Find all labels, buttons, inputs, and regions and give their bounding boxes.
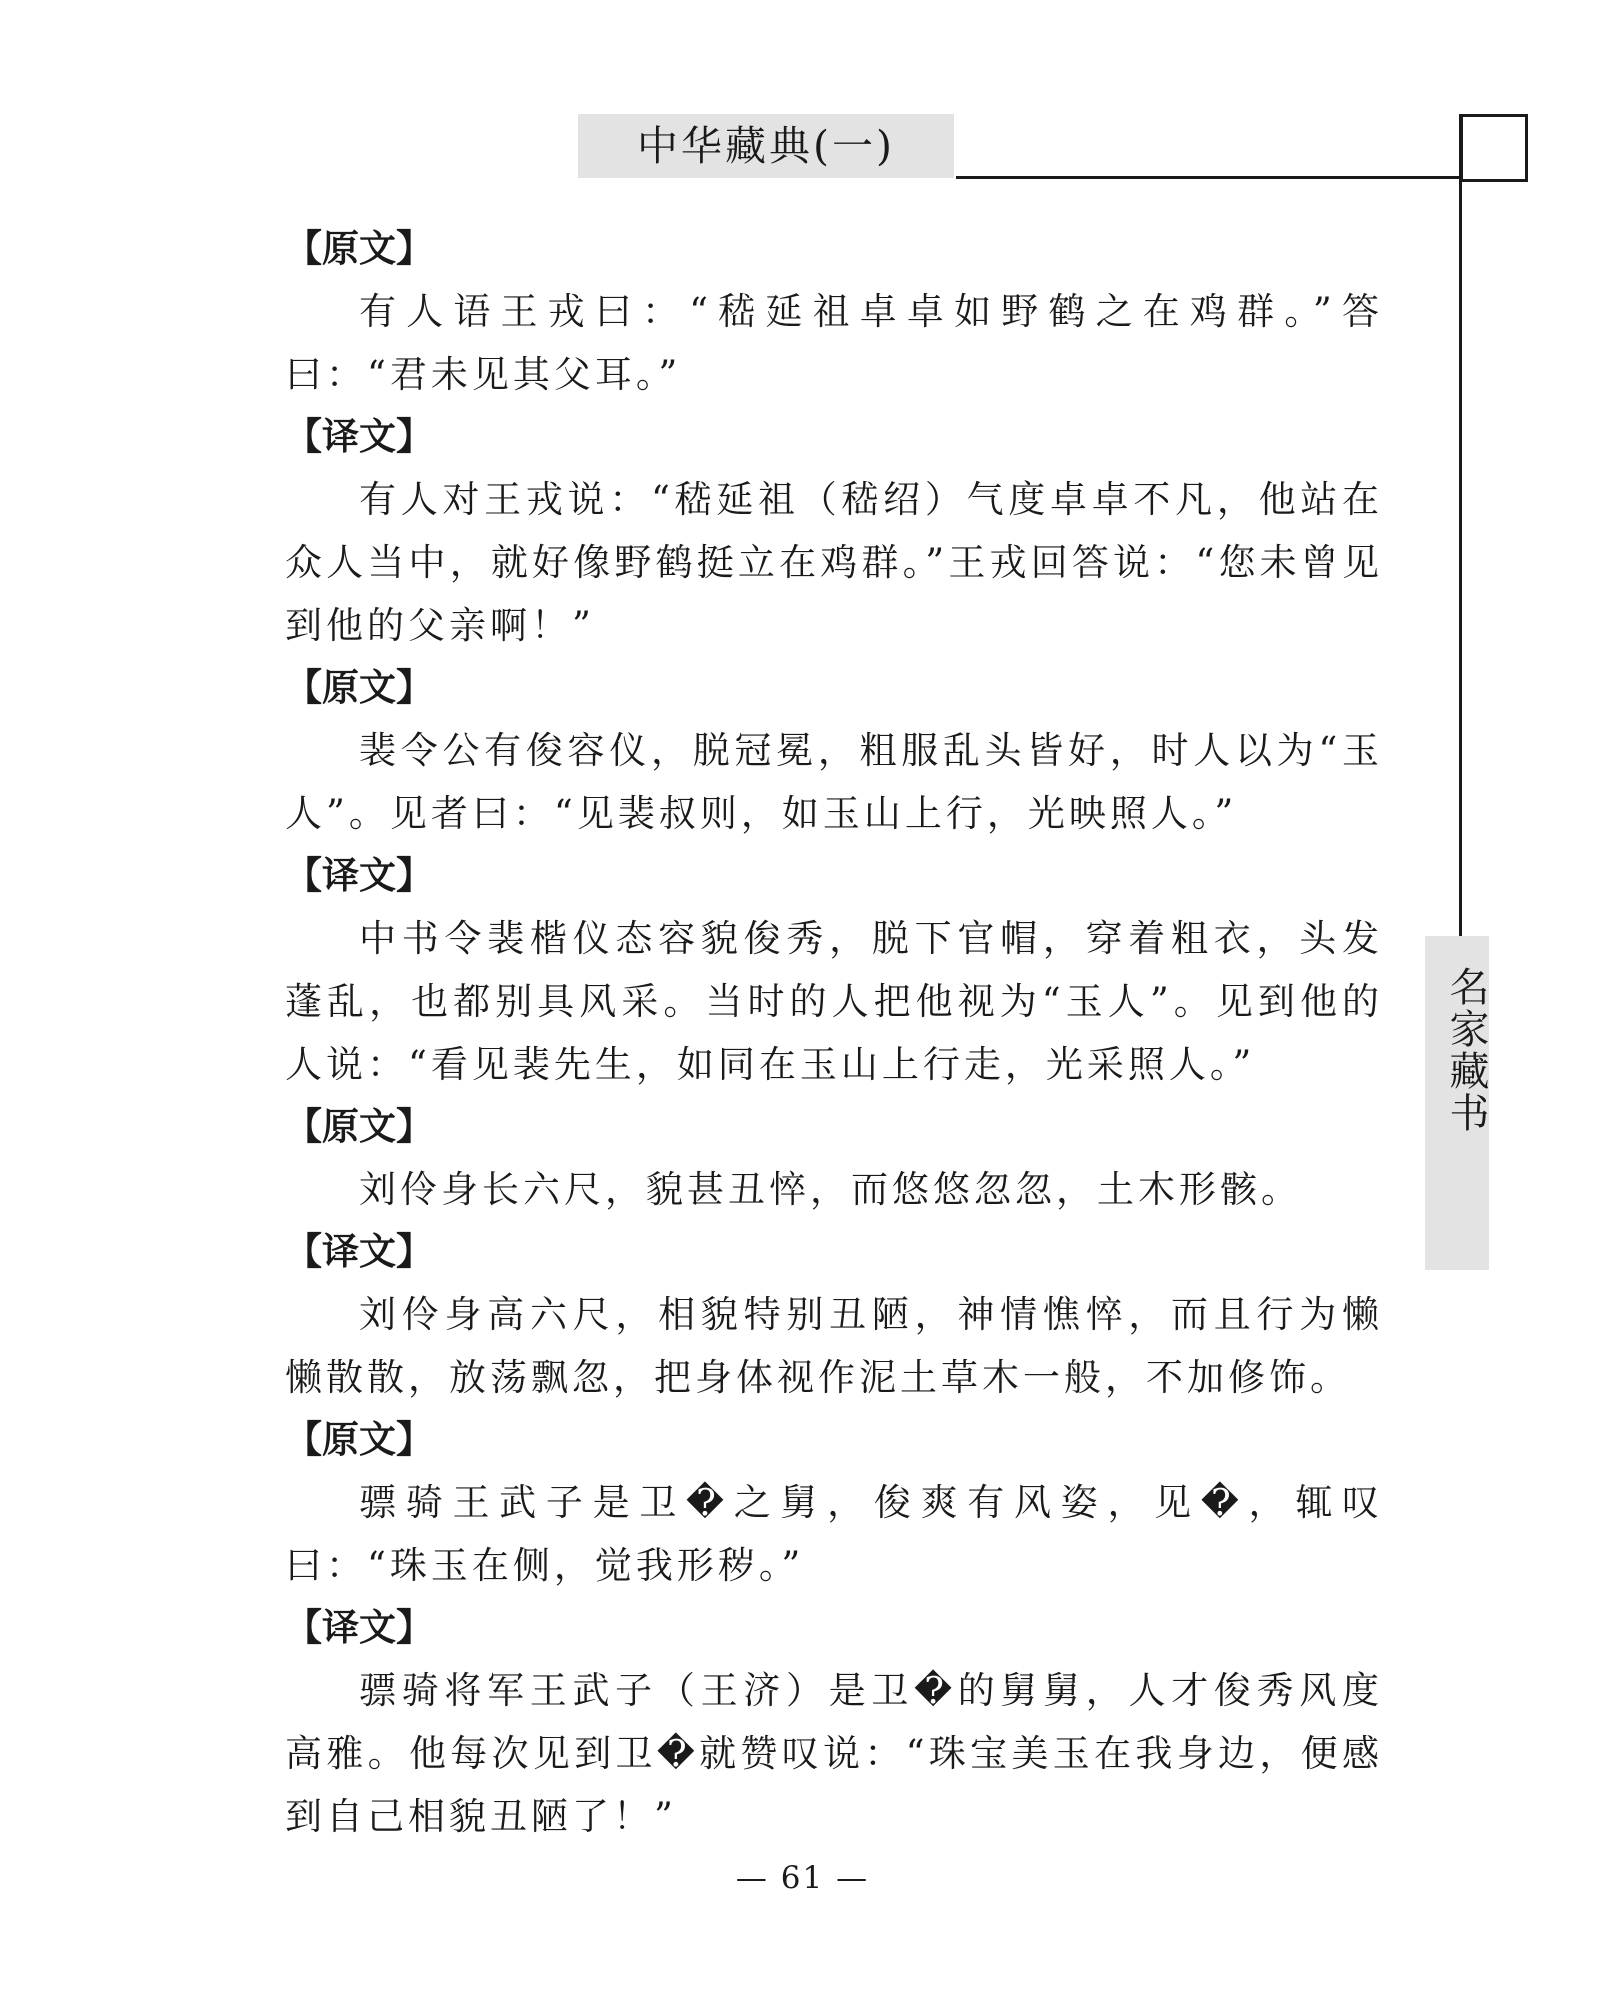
section-paragraph: 中书令裴楷仪态容貌俊秀，脱下官帽，穿着粗衣，头发蓬乱，也都别具风采。当时的人把他视为“玉人”。见到他的人说：“看见裴先生，如同在玉山上行走，光采照人。” (285, 917, 1383, 1086)
header-rule (956, 176, 1462, 179)
section-marker: 【原文】 (285, 1418, 433, 1461)
side-tab-label: 名家藏书 (1443, 966, 1489, 1134)
section-paragraph: 有人语王戎曰：“嵇延祖卓卓如野鹤之在鸡群。”答曰：“君未见其父耳。” (285, 290, 1383, 396)
section-paragraph: 骠骑王武子是卫�之舅，俊爽有风姿，见�，辄叹曰：“珠玉在侧，觉我形秽。” (285, 1481, 1383, 1587)
section-block (285, 1096, 1383, 1221)
section-block (285, 1221, 1383, 1409)
corner-box (1460, 114, 1528, 182)
vertical-rule (1459, 114, 1462, 938)
section-marker: 【原文】 (285, 666, 433, 709)
page-number: — 61 — (735, 1860, 870, 1896)
section-block (285, 1409, 1383, 1597)
section-paragraph: 骠骑将军王武子（王济）是卫�的舅舅，人才俊秀风度高雅。他每次见到卫�就赞叹说：“珠宝美玉在我身边，便感到自己相貌丑陋了！” (285, 1669, 1383, 1838)
section-block (285, 218, 1383, 406)
section-marker: 【译文】 (285, 415, 433, 458)
section-paragraph: 裴令公有俊容仪，脱冠冕，粗服乱头皆好，时人以为“玉人”。见者曰：“见裴叔则，如玉山上行，光映照人。” (285, 729, 1383, 835)
section-marker: 【译文】 (285, 854, 433, 897)
section-block (285, 845, 1383, 1096)
section-paragraph: 有人对王戎说：“嵇延祖（嵇绍）气度卓卓不凡，他站在众人当中，就好像野鹤挺立在鸡群。”王戎回答说：“您未曾见到他的父亲啊！” (285, 478, 1383, 647)
main-content (285, 218, 1383, 1848)
section-block (285, 406, 1383, 657)
section-marker: 【原文】 (285, 227, 433, 270)
section-marker: 【原文】 (285, 1105, 433, 1148)
section-marker: 【译文】 (285, 1606, 433, 1649)
section-block (285, 657, 1383, 845)
section-marker: 【译文】 (285, 1230, 433, 1273)
section-paragraph: 刘伶身高六尺，相貌特别丑陋，神情憔悴，而且行为懒懒散散，放荡飘忽，把身体视作泥土草木一般，不加修饰。 (285, 1293, 1383, 1399)
section-block (285, 1597, 1383, 1848)
section-paragraph: 刘伶身长六尺，貌甚丑悴，而悠悠忽忽，土木形骸。 (359, 1168, 1302, 1211)
page-header-title: 中华藏典(一) (637, 122, 895, 170)
